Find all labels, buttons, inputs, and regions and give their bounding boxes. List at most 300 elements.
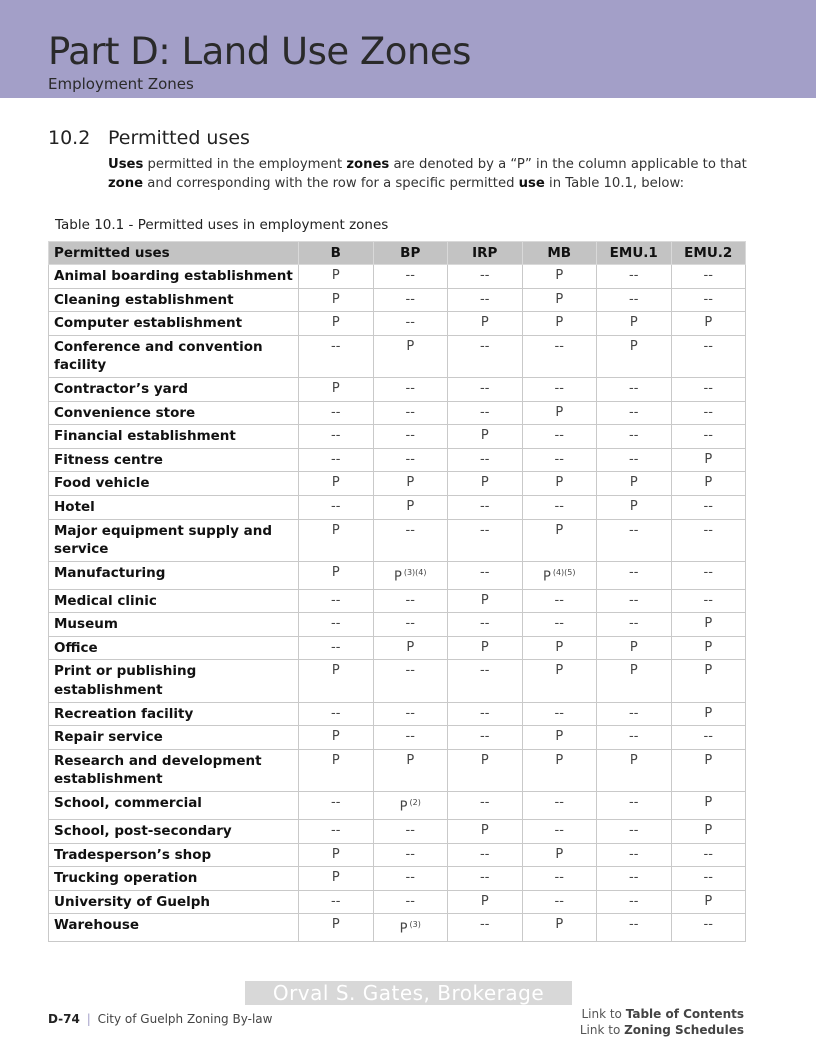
permission-value: P	[704, 475, 713, 491]
permission-value: --	[480, 451, 490, 467]
permission-value: --	[331, 404, 341, 420]
permission-cell	[448, 589, 523, 613]
permission-cell	[597, 448, 672, 472]
permission-value: --	[629, 404, 639, 420]
permission-value: P	[555, 752, 564, 768]
permission-cell	[373, 377, 448, 401]
permission-value: P	[480, 592, 489, 608]
permission-cell	[671, 561, 746, 589]
permission-cell	[448, 519, 523, 561]
permission-value: P	[555, 522, 564, 538]
permission-value: --	[480, 794, 490, 810]
use-name-cell: Food vehicle	[49, 472, 299, 496]
permission-value: --	[405, 870, 415, 886]
intro-text: are denoted by a “P” in the column applicable to that	[389, 157, 747, 172]
permission-value: P	[399, 799, 408, 815]
permission-cell	[373, 312, 448, 336]
footnote-ref: (3)	[409, 920, 421, 930]
permission-cell	[522, 726, 597, 750]
use-name-cell: Contractor’s yard	[49, 377, 299, 401]
permission-cell	[373, 335, 448, 377]
permission-value: --	[554, 870, 564, 886]
permission-cell	[597, 914, 672, 942]
permission-cell	[671, 519, 746, 561]
permission-cell	[522, 791, 597, 819]
column-header: EMU.1	[597, 242, 672, 265]
permission-value: --	[629, 268, 639, 283]
table-row	[49, 613, 746, 637]
permission-cell	[299, 726, 374, 750]
permission-cell	[373, 867, 448, 891]
permission-value: --	[405, 729, 415, 745]
permission-value: --	[703, 729, 713, 745]
table-header-row	[49, 242, 746, 265]
permission-value: --	[554, 705, 564, 721]
use-name-cell: Museum	[49, 613, 299, 637]
use-name-cell: School, post-secondary	[49, 819, 299, 843]
section-title: Permitted uses	[108, 127, 250, 149]
permission-cell	[299, 288, 374, 312]
permission-cell	[373, 519, 448, 561]
table-caption: Table 10.1 - Permitted uses in employment zones	[55, 217, 389, 233]
permission-cell	[522, 914, 597, 942]
permission-value: --	[405, 315, 415, 331]
use-name-cell: University of Guelph	[49, 890, 299, 914]
permission-cell	[448, 312, 523, 336]
permission-value: P	[629, 639, 638, 655]
permission-cell	[671, 843, 746, 867]
permission-cell	[373, 425, 448, 449]
permission-value: --	[554, 451, 564, 467]
footer-left	[48, 1012, 272, 1026]
permission-cell	[373, 401, 448, 425]
permission-cell	[448, 448, 523, 472]
permission-value: --	[405, 592, 415, 608]
permission-cell	[671, 749, 746, 791]
permission-value: --	[405, 428, 415, 444]
permission-value: P	[331, 268, 340, 283]
permission-cell	[597, 265, 672, 289]
permission-cell	[373, 749, 448, 791]
permission-cell	[597, 561, 672, 589]
table-row	[49, 726, 746, 750]
permission-cell	[299, 448, 374, 472]
permission-cell	[597, 288, 672, 312]
permission-cell	[373, 448, 448, 472]
use-name-cell: Repair service	[49, 726, 299, 750]
permission-cell	[671, 636, 746, 660]
permission-value: --	[480, 291, 490, 307]
permission-value: P	[555, 729, 564, 745]
permission-cell	[522, 819, 597, 843]
permission-cell	[448, 335, 523, 377]
permission-value: P	[629, 663, 638, 679]
use-name-cell: Animal boarding establishment	[49, 265, 299, 289]
permission-value: P	[555, 917, 564, 933]
permission-cell	[448, 561, 523, 589]
permission-cell	[373, 843, 448, 867]
footnote-ref: (4)(5)	[552, 567, 576, 577]
permission-cell	[373, 636, 448, 660]
permission-cell	[373, 726, 448, 750]
column-header: BP	[373, 242, 448, 265]
permission-value: --	[480, 380, 490, 396]
defined-term: Uses	[108, 157, 144, 172]
permission-cell	[522, 702, 597, 726]
permission-cell	[448, 472, 523, 496]
permission-value: --	[703, 404, 713, 420]
permission-value: --	[331, 616, 341, 632]
permission-cell	[373, 890, 448, 914]
defined-term: zone	[108, 176, 144, 191]
permission-cell	[373, 561, 448, 589]
use-name-cell: Office	[49, 636, 299, 660]
permission-cell	[373, 613, 448, 637]
permission-value: P	[555, 475, 564, 491]
link-table-of-contents[interactable]	[580, 1006, 744, 1022]
permission-value: P	[704, 451, 713, 467]
permission-value: --	[331, 338, 341, 354]
intro-text: and corresponding with the row for a specific permitted	[143, 176, 519, 191]
permission-cell	[597, 791, 672, 819]
permission-cell	[373, 472, 448, 496]
table-row	[49, 660, 746, 702]
use-name-cell: Major equipment supply and service	[49, 519, 299, 561]
permission-value: --	[331, 822, 341, 838]
permission-cell	[671, 425, 746, 449]
permission-value: P	[704, 752, 713, 768]
permission-value: --	[480, 870, 490, 886]
table-row	[49, 377, 746, 401]
permission-value: --	[629, 291, 639, 307]
permission-value: P	[480, 475, 489, 491]
table-row	[49, 702, 746, 726]
permission-cell	[373, 660, 448, 702]
permission-value: --	[405, 404, 415, 420]
permission-cell	[522, 312, 597, 336]
use-name-cell: Research and development establishment	[49, 749, 299, 791]
intro-text: permitted in the employment	[143, 157, 347, 172]
permission-value: --	[629, 870, 639, 886]
column-header: Permitted uses	[49, 242, 299, 265]
permission-value: --	[480, 663, 490, 679]
column-header: IRP	[448, 242, 523, 265]
permission-cell	[373, 589, 448, 613]
permission-cell	[373, 495, 448, 519]
permission-value: P	[480, 752, 489, 768]
permission-value: --	[703, 592, 713, 608]
permission-value: P	[704, 639, 713, 655]
permission-cell	[448, 401, 523, 425]
permission-value: P	[331, 475, 340, 491]
permission-cell	[299, 519, 374, 561]
permission-cell	[671, 265, 746, 289]
permission-value: --	[405, 291, 415, 307]
permission-cell	[597, 613, 672, 637]
permission-value: P	[704, 616, 713, 632]
permission-value: P	[629, 338, 638, 354]
permission-cell	[597, 867, 672, 891]
permission-value: --	[703, 380, 713, 396]
permission-value: --	[629, 917, 639, 933]
use-name-cell: Warehouse	[49, 914, 299, 942]
table-row	[49, 335, 746, 377]
use-name-cell: Trucking operation	[49, 867, 299, 891]
permission-cell	[299, 495, 374, 519]
permission-value: --	[405, 663, 415, 679]
document-title: City of Guelph Zoning By-law	[97, 1012, 273, 1026]
table-row	[49, 749, 746, 791]
permission-value: P	[331, 315, 340, 331]
use-name-cell: Financial establishment	[49, 425, 299, 449]
permission-value: --	[629, 705, 639, 721]
permission-cell	[448, 288, 523, 312]
permission-value: --	[331, 498, 341, 514]
table-row	[49, 401, 746, 425]
permission-cell	[373, 288, 448, 312]
permission-value: P	[406, 338, 415, 354]
permission-value: --	[331, 639, 341, 655]
permission-value: --	[554, 428, 564, 444]
permission-value: --	[480, 846, 490, 862]
permission-cell	[448, 425, 523, 449]
permission-cell	[671, 448, 746, 472]
permission-cell	[597, 702, 672, 726]
permission-value: --	[331, 794, 341, 810]
permission-cell	[671, 613, 746, 637]
permission-cell	[522, 448, 597, 472]
permission-cell	[448, 377, 523, 401]
permission-cell	[522, 561, 597, 589]
permission-value: --	[629, 451, 639, 467]
defined-term: use	[518, 176, 545, 191]
table-row	[49, 636, 746, 660]
permission-value: P	[331, 752, 340, 768]
permission-value: --	[703, 428, 713, 444]
permission-cell	[448, 749, 523, 791]
watermark: Orval S. Gates, Brokerage	[245, 981, 572, 1005]
permission-value: P	[331, 564, 340, 580]
permission-value: --	[480, 404, 490, 420]
permission-cell	[597, 401, 672, 425]
permission-value: P	[629, 498, 638, 514]
link-zoning-schedules[interactable]	[580, 1022, 744, 1038]
permission-value: --	[554, 616, 564, 632]
permission-value: --	[480, 338, 490, 354]
permission-cell	[597, 660, 672, 702]
permission-cell	[299, 401, 374, 425]
permission-cell	[597, 377, 672, 401]
table-row	[49, 288, 746, 312]
permission-cell	[671, 702, 746, 726]
permission-cell	[299, 472, 374, 496]
permission-value: P	[480, 639, 489, 655]
permission-value: P	[480, 315, 489, 331]
permission-cell	[522, 660, 597, 702]
permission-value: --	[405, 451, 415, 467]
permission-value: --	[629, 822, 639, 838]
use-name-cell: Computer establishment	[49, 312, 299, 336]
permission-cell	[522, 495, 597, 519]
permission-value: --	[405, 380, 415, 396]
use-name-cell: Fitness centre	[49, 448, 299, 472]
use-name-cell: Conference and convention facility	[49, 335, 299, 377]
table-row	[49, 472, 746, 496]
use-name-cell: School, commercial	[49, 791, 299, 819]
use-name-cell: Tradesperson’s shop	[49, 843, 299, 867]
permission-value: P	[331, 846, 340, 862]
table-row	[49, 589, 746, 613]
permission-cell	[448, 791, 523, 819]
permission-cell	[299, 749, 374, 791]
table-row	[49, 890, 746, 914]
permission-cell	[373, 914, 448, 942]
permission-cell	[522, 843, 597, 867]
permission-value: --	[629, 592, 639, 608]
permission-cell	[597, 495, 672, 519]
use-name-cell: Manufacturing	[49, 561, 299, 589]
permission-cell	[448, 867, 523, 891]
permission-cell	[671, 890, 746, 914]
permission-value: --	[480, 268, 490, 283]
permission-value: --	[703, 338, 713, 354]
permission-cell	[448, 660, 523, 702]
permission-value: P	[555, 315, 564, 331]
permission-cell	[597, 589, 672, 613]
column-header: B	[299, 242, 374, 265]
permission-value: --	[331, 705, 341, 721]
permission-value: P	[629, 315, 638, 331]
table-row	[49, 312, 746, 336]
column-header: EMU.2	[671, 242, 746, 265]
permission-cell	[299, 589, 374, 613]
permission-value: --	[554, 794, 564, 810]
permission-value: --	[629, 616, 639, 632]
permission-value: --	[480, 729, 490, 745]
permission-value: --	[703, 268, 713, 283]
permission-value: P	[704, 794, 713, 810]
permission-value: --	[331, 428, 341, 444]
permission-cell	[448, 890, 523, 914]
permission-value: --	[629, 729, 639, 745]
permission-value: P	[331, 663, 340, 679]
permission-cell	[597, 312, 672, 336]
permission-cell	[671, 401, 746, 425]
permission-value: P	[704, 663, 713, 679]
permission-value: --	[480, 616, 490, 632]
permission-value: --	[480, 564, 490, 580]
permission-cell	[299, 660, 374, 702]
permission-cell	[522, 335, 597, 377]
permission-value: --	[331, 893, 341, 909]
permission-value: P	[331, 291, 340, 307]
permission-cell	[522, 472, 597, 496]
permission-cell	[448, 265, 523, 289]
permission-value: --	[480, 498, 490, 514]
permission-cell	[522, 613, 597, 637]
permission-cell	[373, 819, 448, 843]
permission-cell	[373, 702, 448, 726]
permission-cell	[299, 890, 374, 914]
permission-value: P	[393, 569, 402, 585]
permission-value: P	[542, 569, 551, 585]
permission-value: --	[703, 498, 713, 514]
permission-cell	[299, 335, 374, 377]
permission-value: P	[480, 822, 489, 838]
permission-cell	[448, 613, 523, 637]
footer-separator: |	[86, 1012, 91, 1026]
permission-cell	[671, 791, 746, 819]
permission-value: --	[703, 870, 713, 886]
table-row	[49, 561, 746, 589]
permission-value: P	[399, 921, 408, 937]
use-name-cell: Convenience store	[49, 401, 299, 425]
permission-cell	[671, 495, 746, 519]
permission-value: P	[406, 639, 415, 655]
permission-value: --	[629, 380, 639, 396]
use-name-cell: Recreation facility	[49, 702, 299, 726]
permission-cell	[299, 843, 374, 867]
permission-value: P	[331, 729, 340, 745]
table-row	[49, 448, 746, 472]
permission-value: P	[406, 752, 415, 768]
permission-value: P	[406, 475, 415, 491]
permission-value: --	[554, 338, 564, 354]
use-name-cell: Medical clinic	[49, 589, 299, 613]
permission-value: --	[629, 794, 639, 810]
permission-value: P	[480, 893, 489, 909]
table-row	[49, 425, 746, 449]
permission-cell	[522, 377, 597, 401]
footnote-ref: (3)(4)	[403, 567, 427, 577]
permission-value: --	[703, 846, 713, 862]
permission-cell	[597, 749, 672, 791]
permission-value: P	[331, 917, 340, 933]
permission-cell	[597, 843, 672, 867]
permission-cell	[299, 791, 374, 819]
permission-cell	[522, 890, 597, 914]
permission-value: P	[704, 822, 713, 838]
permission-value: P	[480, 428, 489, 444]
permission-value: --	[703, 564, 713, 580]
permission-cell	[299, 914, 374, 942]
permission-cell	[299, 702, 374, 726]
permission-cell	[522, 519, 597, 561]
table-row	[49, 495, 746, 519]
permission-cell	[299, 819, 374, 843]
permission-cell	[522, 425, 597, 449]
permission-cell	[597, 726, 672, 750]
permission-value: --	[405, 705, 415, 721]
defined-term: zones	[346, 157, 390, 172]
permission-value: --	[480, 522, 490, 538]
permission-cell	[597, 890, 672, 914]
permission-value: --	[405, 822, 415, 838]
table-row	[49, 519, 746, 561]
permission-value: --	[405, 616, 415, 632]
permission-value: --	[554, 380, 564, 396]
permission-cell	[597, 472, 672, 496]
table-row	[49, 843, 746, 867]
table-row	[49, 265, 746, 289]
permission-value: --	[629, 564, 639, 580]
permission-cell	[671, 312, 746, 336]
permission-cell	[448, 702, 523, 726]
permission-cell	[522, 636, 597, 660]
permission-cell	[299, 561, 374, 589]
permission-cell	[448, 636, 523, 660]
link-label: Zoning Schedules	[624, 1023, 744, 1037]
